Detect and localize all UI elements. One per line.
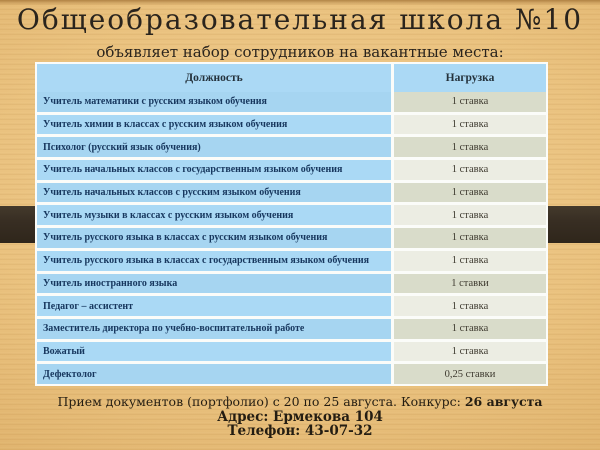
table-row xyxy=(37,364,546,384)
table-row xyxy=(37,183,546,203)
position-cell: Учитель начальных классов с русским языком обучения xyxy=(37,183,391,203)
load-cell: 1 ставка xyxy=(394,115,546,135)
table-header-row xyxy=(37,64,546,92)
load-header-cell: Нагрузка xyxy=(394,64,546,92)
table-row xyxy=(37,205,546,225)
table-row xyxy=(37,137,546,157)
load-cell: 0,25 ставки xyxy=(394,364,546,384)
load-cell: 1 ставка xyxy=(394,251,546,271)
position-cell: Учитель химии в классах с русским языком обучения xyxy=(37,115,391,135)
load-cell: 1 ставка xyxy=(394,228,546,248)
table-row xyxy=(37,342,546,362)
admission-text: Прием документов (портфолио) с 20 по 25 августа. Конкурс: xyxy=(57,394,465,409)
footer-line-admission xyxy=(0,395,600,410)
position-cell: Дефектолог xyxy=(37,364,391,384)
position-cell: Учитель иностранного языка xyxy=(37,274,391,294)
position-cell: Заместитель директора по учебно-воспитательной работе xyxy=(37,319,391,339)
load-cell: 1 ставка xyxy=(394,205,546,225)
table-row xyxy=(37,251,546,271)
load-cell: 1 ставка xyxy=(394,137,546,157)
position-cell: Учитель начальных классов с государственным языком обучения xyxy=(37,160,391,180)
load-cell: 1 ставка xyxy=(394,296,546,316)
page-title: Общеобразовательная школа №10 xyxy=(16,3,584,36)
position-cell: Психолог (русский язык обучения) xyxy=(37,137,391,157)
vacancy-table xyxy=(35,62,548,386)
table-row xyxy=(37,296,546,316)
table-rows xyxy=(37,92,546,384)
position-cell: Учитель музыки в классах с русским языком обучения xyxy=(37,205,391,225)
table-row xyxy=(37,319,546,339)
table-row xyxy=(37,115,546,135)
competition-date: 26 августа xyxy=(464,394,543,409)
footer xyxy=(0,395,600,439)
page-subtitle: объявляет набор сотрудников на вакантные места: xyxy=(96,43,504,61)
position-cell: Учитель математики с русским языком обучения xyxy=(37,92,391,112)
load-cell: 1 ставка xyxy=(394,342,546,362)
load-cell: 1 ставка xyxy=(394,183,546,203)
load-cell: 1 ставка xyxy=(394,160,546,180)
table-row xyxy=(37,228,546,248)
footer-line-phone: Телефон: 43-07-32 xyxy=(227,423,373,439)
load-cell: 1 ставка xyxy=(394,92,546,112)
position-header-cell: Должность xyxy=(37,64,391,92)
position-cell: Вожатый xyxy=(37,342,391,362)
table-row xyxy=(37,160,546,180)
position-cell: Педагог – ассистент xyxy=(37,296,391,316)
position-cell: Учитель русского языка в классах с государственным языком обучения xyxy=(37,251,391,271)
position-cell: Учитель русского языка в классах с русским языком обучения xyxy=(37,228,391,248)
load-cell: 1 ставки xyxy=(394,274,546,294)
table-row xyxy=(37,274,546,294)
load-cell: 1 ставка xyxy=(394,319,546,339)
table-row xyxy=(37,92,546,112)
footer-line-address: Адрес: Ермекова 104 xyxy=(217,408,383,425)
